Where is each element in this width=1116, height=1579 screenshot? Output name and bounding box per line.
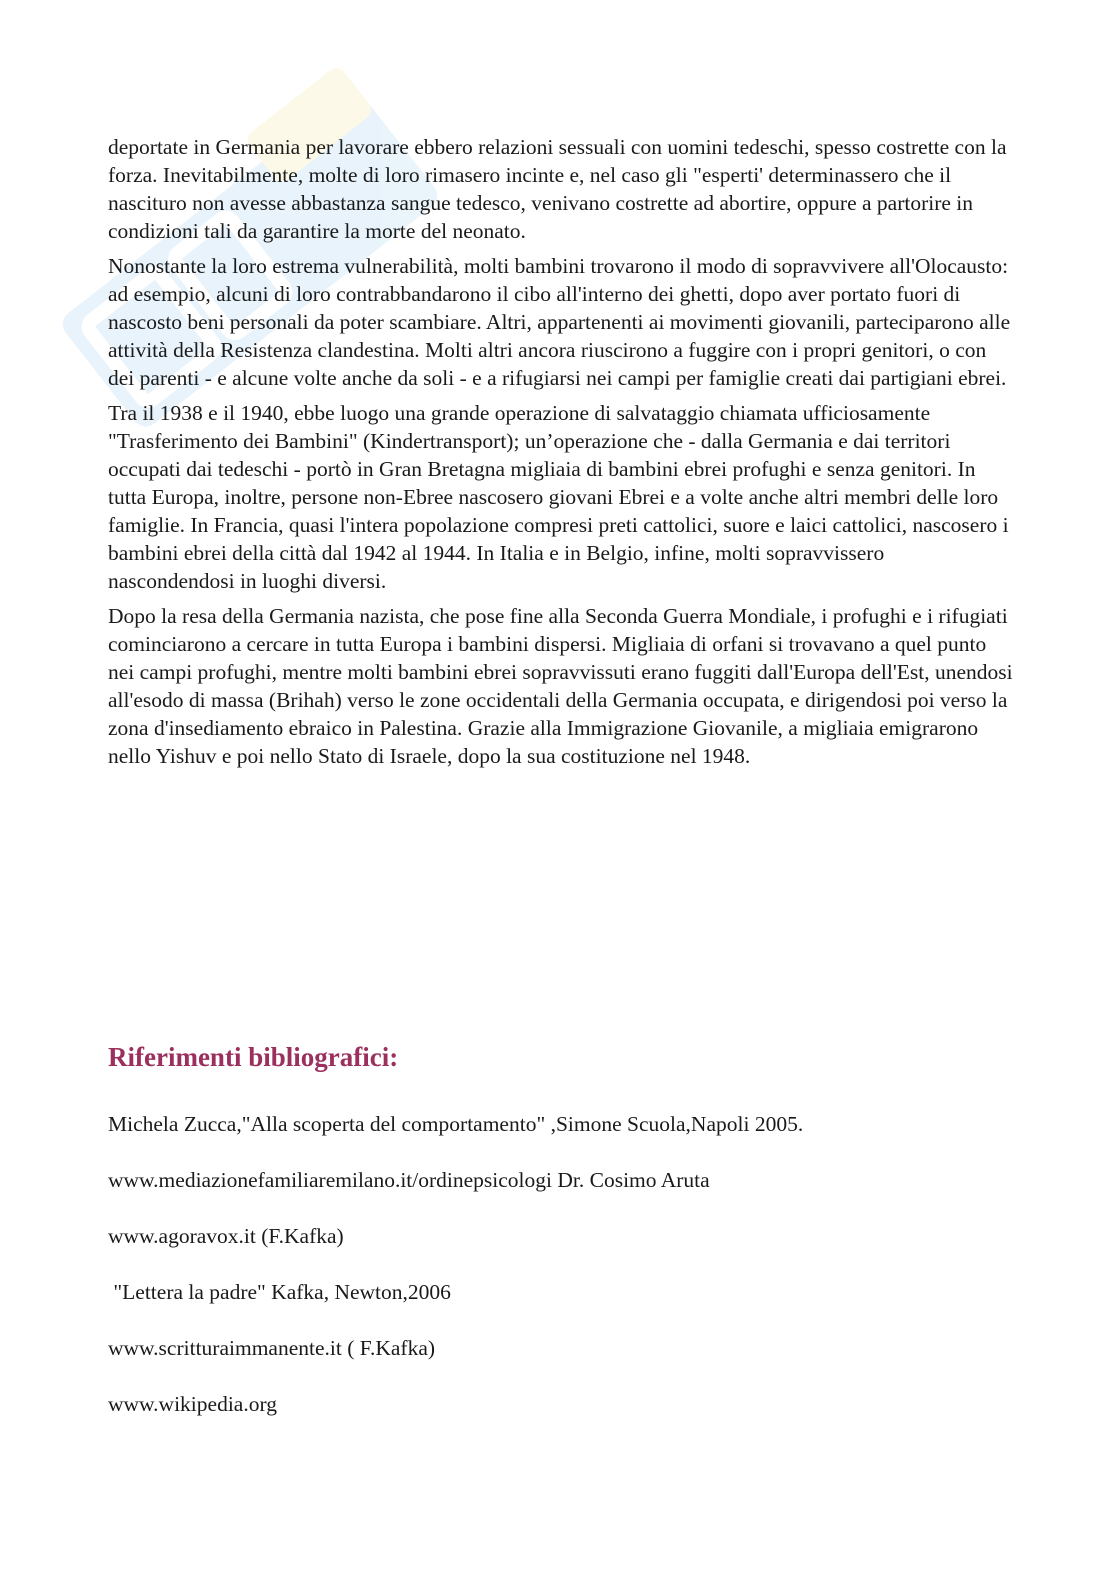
bibliography-item: www.mediazionefamiliaremilano.it/ordinepsicologi Dr. Cosimo Aruta (108, 1168, 710, 1192)
bibliography-item: "Lettera la padre" Kafka, Newton,2006 (108, 1280, 451, 1304)
paragraph: Dopo la resa della Germania nazista, che pose fine alla Seconda Guerra Mondiale, i profughi e i rifugiati cominciarono a cercare in tutta Europa i bambini dispersi. Migliaia di orfani si trovavano a quel punto nei campi profughi, mentre molti bambini ebrei sopravvissuti erano fuggiti dall'Europa dell'Est, unendosi all'esodo di massa (Brihah) verso le zone occidentali della Germania occupata, e dirigendosi poi verso la zona d'insediamento ebraico in Palestina. Grazie alla Immigrazione Giovanile, a migliaia emigrarono nello Yishuv e poi nello Stato di Israele, dopo la sua costituzione nel 1948. (108, 604, 1013, 768)
bibliography-item: www.agoravox.it (F.Kafka) (108, 1224, 344, 1248)
bibliography-item: www.scritturaimmanente.it ( F.Kafka) (108, 1336, 436, 1360)
bibliography-item: www.wikipedia.org (108, 1392, 277, 1416)
bibliography-item: Michela Zucca,"Alla scoperta del comportamento" ,Simone Scuola,Napoli 2005. (108, 1112, 804, 1136)
paragraph: deportate in Germania per lavorare ebbero relazioni sessuali con uomini tedeschi, spesso costrette con la forza. Inevitabilmente, molte di loro rimasero incinte e, nel caso gli "esperti' determinassero che il nascituro non avesse abbastanza sangue tedesco, venivano costrette ad abortire, oppure a partorire in condizioni tali da garantire la morte del neonato. (108, 135, 1007, 243)
paragraph: Tra il 1938 e il 1940, ebbe luogo una grande operazione di salvataggio chiamata ufficiosamente "Trasferimento dei Bambini" (Kindertransport); un’operazione che - dalla Germania e dai territori occupati dai tedeschi - portò in Gran Bretagna migliaia di bambini ebrei profughi e senza genitori. In tutta Europa, inoltre, persone non-Ebree nascosero giovani Ebrei e a volte anche altri membri delle loro famiglie. In Francia, quasi l'intera popolazione compresi preti cattolici, suore e laici cattolici, nascosero i bambini ebrei della città dal 1942 al 1944. In Italia e in Belgio, infine, molti sopravvissero nascondendosi in luoghi diversi. (108, 401, 1009, 593)
bibliography-heading: Riferimenti bibliografici: (108, 1042, 399, 1072)
paragraph: Nonostante la loro estrema vulnerabilità, molti bambini trovarono il modo di sopravvivere all'Olocausto: ad esempio, alcuni di loro contrabbandarono il cibo all'interno dei ghetti, dopo aver portato fuori di nascosto beni personali da poter scambiare. Altri, appartenenti ai movimenti giovanili, parteciparono alle attività della Resistenza clandestina. Molti altri ancora riuscirono a fuggire con i propri genitori, o con dei parenti - e alcune volte anche da soli - e a rifugiarsi nei campi per famiglie creati dai partigiani ebrei. (108, 254, 1011, 390)
bibliography-list (108, 1110, 1013, 1446)
body-text (108, 133, 1013, 777)
